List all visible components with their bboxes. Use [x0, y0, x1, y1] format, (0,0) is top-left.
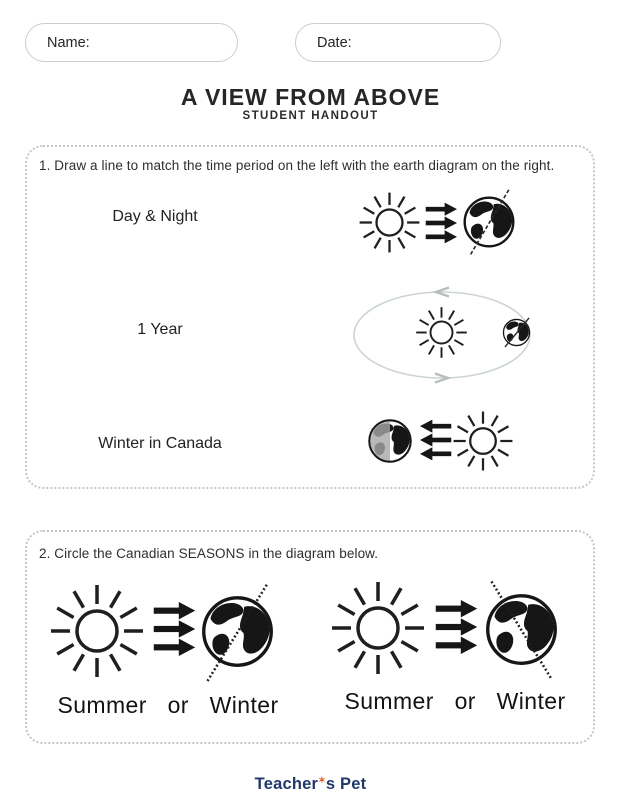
- choice-or: or: [167, 692, 189, 718]
- orbit-diagram-icon[interactable]: [347, 285, 537, 385]
- name-field-label: Name:: [47, 34, 90, 51]
- sun-icon[interactable]: [451, 409, 515, 473]
- choice-winter[interactable]: Winter: [496, 688, 566, 714]
- teachers-pet-logo: [0, 775, 621, 794]
- season-choice-right: [327, 688, 583, 715]
- triple-arrow-right-icon: [152, 602, 196, 656]
- sun-icon: [47, 581, 147, 681]
- triple-arrow-right-icon: [434, 600, 478, 654]
- choice-summer[interactable]: Summer: [57, 692, 147, 718]
- earth-night-side-icon[interactable]: [367, 418, 413, 464]
- match-item-one-year[interactable]: 1 Year: [137, 321, 183, 338]
- earth-axis-away-from-sun-icon[interactable]: [484, 592, 559, 667]
- choice-winter[interactable]: Winter: [209, 692, 279, 718]
- earth-axis-toward-sun-icon[interactable]: [200, 594, 275, 669]
- triple-arrow-right-icon: [425, 202, 457, 244]
- brand-star-icon: ✶: [318, 775, 326, 785]
- date-field-label: Date:: [317, 34, 352, 51]
- section-2-instruction: 2. Circle the Canadian SEASONS in the diagram below.: [39, 546, 379, 561]
- choice-summer[interactable]: Summer: [344, 688, 434, 714]
- section-1-instruction: 1. Draw a line to match the time period on the left with the earth diagram on the right.: [39, 158, 555, 173]
- match-item-winter-in-canada[interactable]: Winter in Canada: [98, 435, 222, 452]
- choice-or: or: [454, 688, 476, 714]
- season-choice-left: [40, 692, 296, 719]
- page-title: A VIEW FROM ABOVE: [180, 84, 441, 110]
- sun-icon[interactable]: [357, 190, 422, 255]
- page-subtitle: STUDENT HANDOUT: [242, 110, 379, 122]
- sun-icon: [328, 578, 428, 678]
- sun-icon: [416, 307, 467, 358]
- date-field[interactable]: [295, 23, 501, 62]
- triple-arrow-left-icon: [420, 419, 452, 461]
- match-item-day-and-night[interactable]: Day & Night: [112, 208, 198, 225]
- brand-text-right: s Pet: [325, 775, 367, 793]
- earth-tilted-axis-icon[interactable]: [462, 195, 516, 249]
- brand-text-left: Teacher: [254, 775, 319, 793]
- name-field[interactable]: [25, 23, 238, 62]
